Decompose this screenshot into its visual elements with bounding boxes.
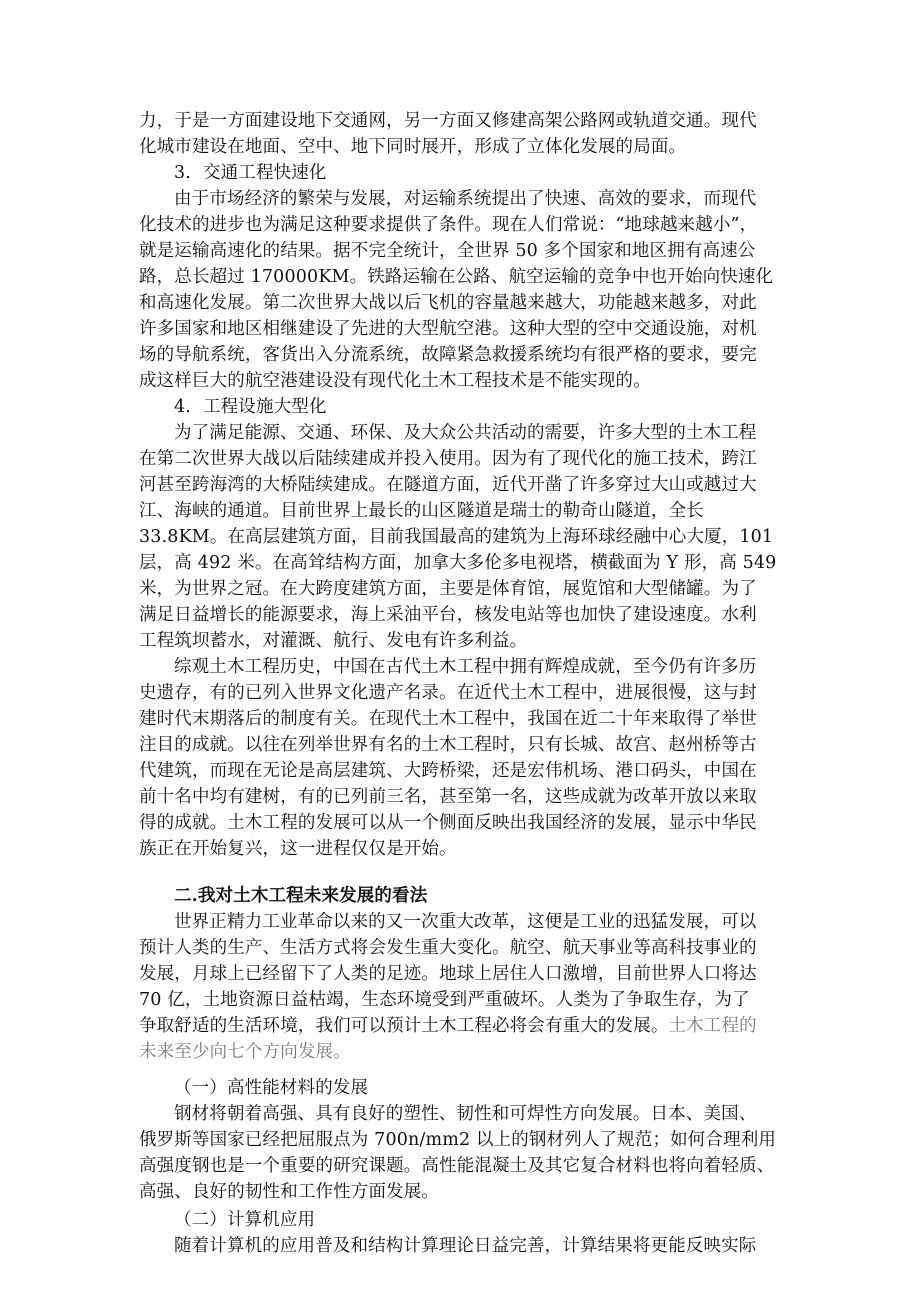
paragraph-line: 路，总长超过 170000KM。铁路运输在公路、航空运输的竞争中也开始向快速化: [139, 267, 774, 287]
paragraph-line: 史遗存，有的已列入世界文化遗产名录。在近代土木工程中，进展很慢，这与封: [139, 683, 757, 703]
section-title: 工程设施大型化: [203, 397, 327, 417]
paragraph-line: 综观土木工程历史，中国在古代土木工程中拥有辉煌成就，至今仍有许多历: [174, 657, 757, 677]
paragraph-line: 为了满足能源、交通、环保、及大众公共活动的需要，许多大型的土木工程: [174, 423, 757, 443]
paragraph-text-gray: 土木工程的: [668, 1016, 757, 1036]
paragraph-line: 化技术的进步也为满足这种要求提供了条件。现在人们常说：“地球越来越小”，: [139, 215, 758, 235]
paragraph-line: 族正在开始复兴，这一进程仅仅是开始。: [139, 839, 457, 859]
section-title: 交通工程快速化: [203, 163, 327, 183]
subsection-heading: （一）高性能材料的发展: [174, 1078, 369, 1098]
paragraph-line: 世界正精力工业革命以来的又一次重大改革，这便是工业的迅猛发展，可以: [174, 912, 757, 932]
paragraph-line: 江、海峡的通道。目前世界上最长的山区隧道是瑞士的勒奇山隧道，全长: [139, 501, 704, 521]
paragraph-line: [139, 1013, 789, 1039]
paragraph-line: 河甚至跨海湾的大桥陆续建成。在隧道方面，近代开凿了许多穿过大山或越过大: [139, 475, 757, 495]
section-number: 3.: [174, 163, 191, 183]
paragraph-line: 预计人类的生产、生活方式将会发生重大变化。航空、航天事业等高科技事业的: [139, 938, 757, 958]
paragraph-line: 米，为世界之冠。在大跨度建筑方面，主要是体育馆，展览馆和大型储罐。为了: [139, 579, 757, 599]
paragraph-line: 随着计算机的应用普及和结构计算理论日益完善，计算结果将更能反映实际: [174, 1236, 757, 1256]
paragraph-line: 高强、良好的韧性和工作性方面发展。: [139, 1182, 440, 1202]
paragraph-line-gray: 未来至少向七个方向发展。: [139, 1042, 351, 1062]
paragraph-line: 层，高 492 米。在高耸结构方面，加拿大多伦多电视塔，横截面为 Y 形，高 549: [139, 553, 777, 573]
document-page: [139, 108, 789, 1259]
paragraph-line: 满足日益增长的能源要求，海上采油平台，核发电站等也加快了建设速度。水利: [139, 605, 757, 625]
section-heading: [139, 394, 789, 420]
paragraph-line: 33.8KM。在高层建筑方面，目前我国最高的建筑为上海环球经融中心大厦，101: [139, 527, 774, 547]
paragraph-line: 注目的成就。以往在列举世界有名的土木工程时，只有长城、故宫、赵州桥等古: [139, 735, 757, 755]
paragraph-line: 俄罗斯等国家已经把屈服点为 700n/mm2 以上的钢材列人了规范；如何合理利用: [139, 1130, 777, 1150]
paragraph-line: 许多国家和地区相继建设了先进的大型航空港。这种大型的空中交通设施，对机: [139, 319, 757, 339]
paragraph-line: 工程筑坝蓄水，对灌溉、航行、发电有许多利益。: [139, 631, 528, 651]
paragraph-line: 得的成就。土木工程的发展可以从一个侧面反映出我国经济的发展，显示中华民: [139, 813, 757, 833]
paragraph-line: 场的导航系统，客货出入分流系统，故障紧急救援系统均有很严格的要求，要完: [139, 345, 757, 365]
paragraph-line: 在第二次世界大战以后陆续建成并投入使用。因为有了现代化的施工技术，跨江: [139, 449, 757, 469]
paragraph-line: 钢材将朝着高强、具有良好的塑性、韧性和可焊性方向发展。日本、美国、: [174, 1104, 757, 1124]
paragraph-line: 前十名中均有建树，有的已列前三名，甚至第一名，这些成就为改革开放以来取: [139, 787, 757, 807]
paragraph-line: 力，于是一方面建设地下交通网，另一方面又修建高架公路网或轨道交通。现代: [139, 111, 757, 131]
paragraph-line: 高强度钢也是一个重要的研究课题。高性能混凝土及其它复合材料也将向着轻质、: [139, 1156, 775, 1176]
paragraph-line: 就是运输高速化的结果。据不完全统计，全世界 50 多个国家和地区拥有高速公: [139, 241, 756, 261]
paragraph-line: 发展，月球上已经留下了人类的足迹。地球上居住人口激增，目前世界人口将达: [139, 964, 757, 984]
paragraph-line: 化城市建设在地面、空中、地下同时展开，形成了立体化发展的局面。: [139, 137, 687, 157]
paragraph-line: 代建筑，而现在无论是高层建筑、大跨桥梁，还是宏伟机场、港口码头，中国在: [139, 761, 757, 781]
part-heading: 二.我对土木工程未来发展的看法: [174, 886, 428, 906]
section-number: 4.: [174, 397, 191, 417]
paragraph-line: 由于市场经济的繁荣与发展，对运输系统提出了快速、高效的要求，而现代: [174, 189, 757, 209]
paragraph-text: 争取舒适的生活环境，我们可以预计土木工程必将会有重大的发展。: [139, 1016, 669, 1036]
paragraph-line: 建时代末期落后的制度有关。在现代土木工程中，我国在近二十年来取得了举世: [139, 709, 757, 729]
paragraph-line: 成这样巨大的航空港建设没有现代化土木工程技术是不能实现的。: [139, 371, 651, 391]
section-heading: [139, 160, 789, 186]
subsection-heading: （二）计算机应用: [174, 1210, 316, 1230]
paragraph-line: 70 亿，土地资源日益枯竭，生态环境受到严重破坏。人类为了争取生存，为了: [139, 990, 750, 1010]
paragraph-line: 和高速化发展。第二次世界大战以后飞机的容量越来越大，功能越来越多，对此: [139, 293, 757, 313]
